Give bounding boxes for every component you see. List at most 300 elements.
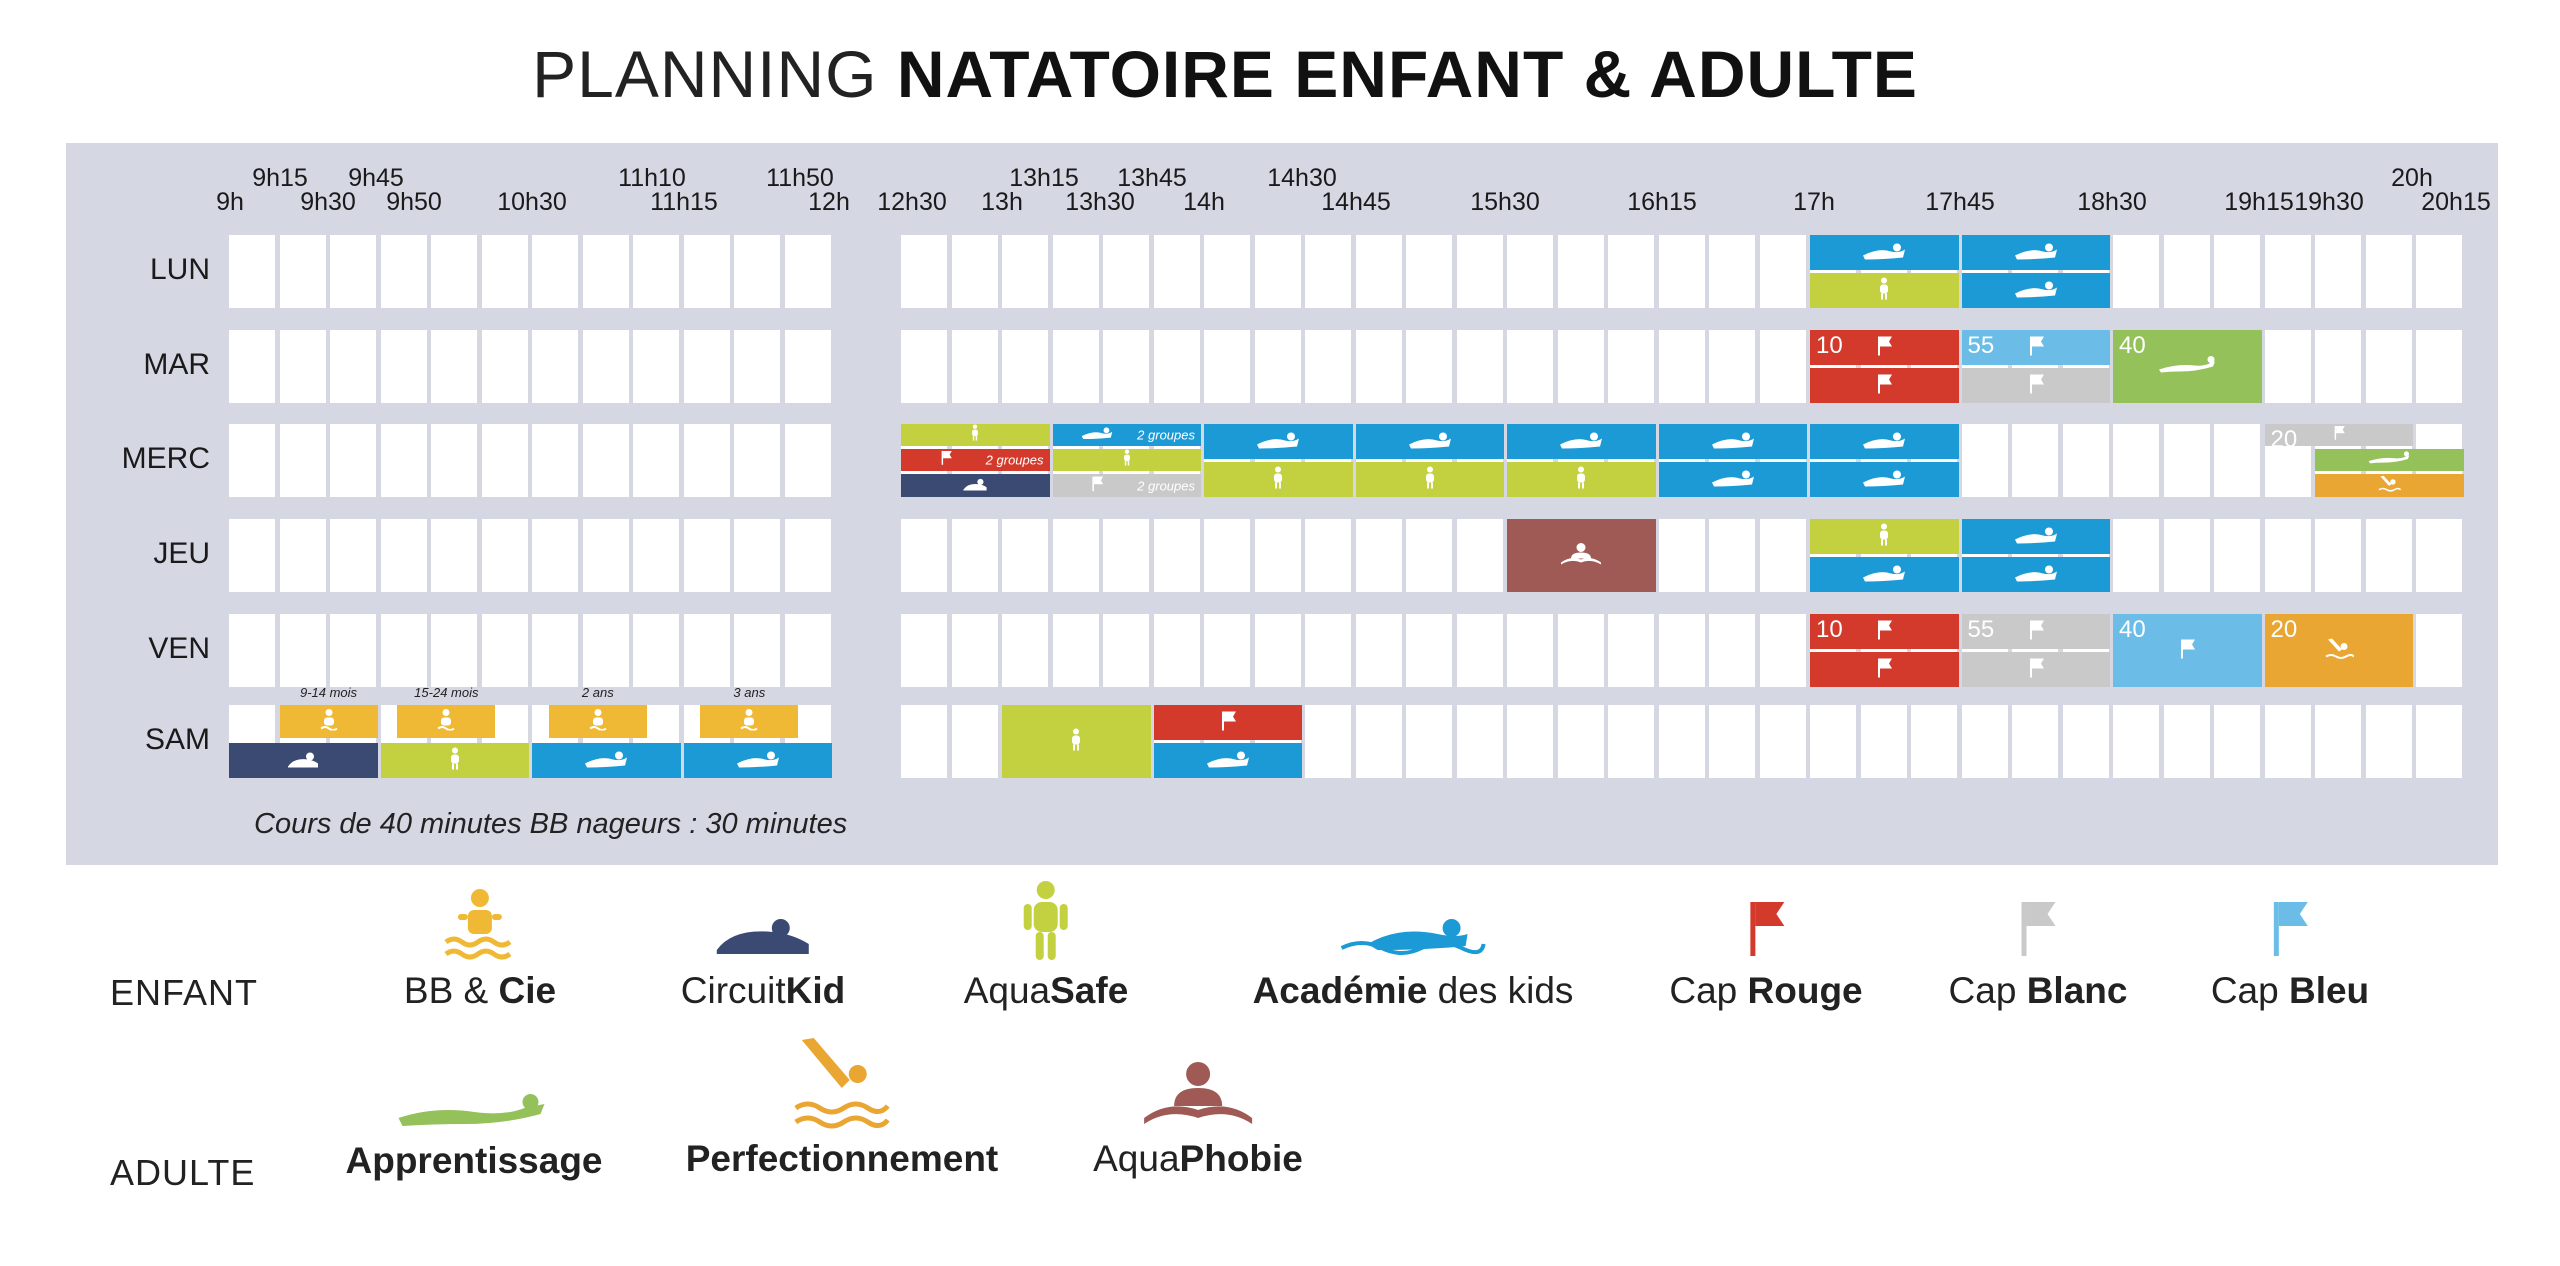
empty-slot [1255, 614, 1301, 687]
academie-icon [1407, 428, 1453, 455]
empty-slot [1608, 705, 1654, 778]
empty-slot [901, 235, 947, 308]
time-tick-label: 18h30 [2077, 188, 2147, 216]
empty-slot [583, 519, 629, 592]
course-slot-academie[interactable] [1962, 273, 2111, 308]
time-tick-label: 11h50 [766, 164, 834, 192]
bleu-label-bold: Bleu [2288, 970, 2370, 1011]
empty-slot [2164, 519, 2210, 592]
day-label-sam: SAM [144, 723, 210, 756]
legend-circuitkid [681, 888, 845, 1012]
empty-slot [734, 330, 780, 403]
course-slot-blanc[interactable] [1962, 614, 2111, 649]
title-bold: NATATOIRE ENFANT & ADULTE [896, 37, 1918, 111]
academie-label-bold: Académie [1252, 970, 1428, 1011]
time-tick-label: 11h15 [650, 188, 718, 216]
empty-slot [2366, 235, 2412, 308]
empty-slot [1861, 705, 1907, 778]
course-slot-bb[interactable] [280, 705, 378, 738]
empty-slot [1507, 705, 1553, 778]
aquasafe-icon [449, 747, 461, 774]
bb-label-light: BB & [403, 970, 499, 1011]
empty-slot [431, 330, 477, 403]
empty-slot [431, 519, 477, 592]
empty-slot [482, 330, 528, 403]
course-slot-blanc[interactable] [2265, 424, 2414, 446]
empty-slot [1406, 330, 1452, 403]
empty-slot [381, 330, 427, 403]
empty-slot [1255, 519, 1301, 592]
circuit-icon [958, 475, 992, 497]
course-slot-aquasafe[interactable] [1810, 519, 1959, 554]
course-slot-aquasafe[interactable] [1507, 462, 1656, 497]
empty-slot [532, 424, 578, 497]
empty-slot [633, 519, 679, 592]
empty-slot [1154, 330, 1200, 403]
blanc-icon [2329, 425, 2349, 446]
apprentissage-icon [2359, 450, 2419, 471]
course-slot-academie[interactable] [1810, 557, 1959, 592]
empty-slot [2012, 424, 2058, 497]
blanc-label-light: Cap [1948, 970, 2027, 1011]
day-label-lun: LUN [149, 253, 210, 286]
title-light: PLANNING [532, 37, 897, 111]
empty-slot [1760, 330, 1806, 403]
aquasafe-icon [969, 425, 981, 446]
empty-slot [1760, 705, 1806, 778]
bb-cie-icon [440, 888, 520, 964]
course-slot-academie[interactable] [1053, 424, 1202, 446]
slot-number: 20 [2270, 426, 2298, 446]
course-slot-bb[interactable] [397, 705, 495, 738]
empty-slot [734, 519, 780, 592]
empty-slot [2063, 424, 2109, 497]
empty-slot [1457, 235, 1503, 308]
course-slot-rouge[interactable] [901, 449, 1050, 471]
time-tick-label: 9h30 [300, 188, 356, 216]
empty-slot [785, 519, 831, 592]
course-slot-rouge[interactable] [1810, 368, 1959, 403]
circuit-icon [286, 747, 320, 774]
empty-slot [1305, 235, 1351, 308]
empty-slot [1659, 614, 1705, 687]
slot-number: 55 [1967, 616, 1995, 643]
empty-slot [734, 424, 780, 497]
course-slot-rouge[interactable] [1810, 652, 1959, 687]
empty-slot [280, 519, 326, 592]
bleu-icon [2026, 334, 2046, 361]
course-slot-aquasafe[interactable] [381, 743, 530, 778]
empty-slot [1154, 614, 1200, 687]
aquasafe-icon [1878, 523, 1890, 550]
course-slot-apprentissage[interactable] [2113, 330, 2262, 403]
empty-slot [583, 235, 629, 308]
perfectionnement-icon [792, 1036, 892, 1132]
academie-icon [1255, 428, 1301, 455]
apprentissage-icon [2157, 353, 2217, 380]
empty-slot [532, 330, 578, 403]
empty-slot [1507, 614, 1553, 687]
circuit-label-light: Circuit [680, 970, 786, 1011]
time-tick-label: 9h45 [348, 164, 404, 192]
course-slot-academie[interactable] [1962, 235, 2111, 270]
rouge-icon [1874, 334, 1894, 361]
course-slot-apprentissage[interactable] [2315, 449, 2464, 471]
empty-slot [1507, 235, 1553, 308]
course-slot-academie[interactable] [1154, 743, 1303, 778]
empty-slot [1406, 705, 1452, 778]
empty-slot [1760, 614, 1806, 687]
cap-rouge-flag-icon [1736, 888, 1796, 964]
empty-slot [1457, 330, 1503, 403]
day-label-jeu: JEU [153, 537, 210, 570]
academie-icon [1338, 888, 1488, 964]
time-tick-label: 13h15 [1009, 164, 1079, 192]
empty-slot [2164, 424, 2210, 497]
empty-slot [1255, 235, 1301, 308]
empty-slot [1154, 235, 1200, 308]
legend-cap-blanc [1949, 888, 2128, 1012]
academie-icon [735, 747, 781, 774]
empty-slot [482, 614, 528, 687]
empty-slot [532, 235, 578, 308]
legend-adulte-header: ADULTE [110, 1152, 256, 1193]
empty-slot [229, 424, 275, 497]
time-tick-label: 14h [1183, 188, 1225, 216]
empty-slot [2366, 330, 2412, 403]
empty-slot [381, 519, 427, 592]
groups-label: 2 groupes [1137, 427, 1195, 443]
empty-slot [1053, 519, 1099, 592]
academie-icon [2013, 523, 2059, 550]
course-slot-perfectionnement[interactable] [2265, 614, 2414, 687]
empty-slot [1053, 614, 1099, 687]
empty-slot [2416, 519, 2462, 592]
empty-slot [734, 235, 780, 308]
academie-icon [1074, 425, 1120, 446]
blanc-label-bold: Blanc [2026, 970, 2128, 1011]
academie-icon [1861, 466, 1907, 493]
empty-slot [1053, 330, 1099, 403]
time-tick-label: 14h30 [1267, 164, 1337, 192]
empty-slot [280, 424, 326, 497]
academie-icon [1861, 561, 1907, 588]
empty-slot [2063, 705, 2109, 778]
course-slot-academie[interactable] [1356, 424, 1505, 459]
empty-slot [2416, 614, 2462, 687]
empty-slot [1608, 330, 1654, 403]
empty-slot [1002, 519, 1048, 592]
course-slot-academie[interactable] [1810, 462, 1959, 497]
perfectionnement-icon [2374, 475, 2404, 497]
empty-slot [583, 330, 629, 403]
groups-label: 2 groupes [1137, 478, 1195, 493]
time-tick-label: 10h30 [497, 188, 567, 216]
empty-slot [1558, 614, 1604, 687]
empty-slot [330, 330, 376, 403]
time-tick-label: 15h30 [1470, 188, 1540, 216]
empty-slot [2315, 705, 2361, 778]
empty-slot [532, 519, 578, 592]
empty-slot [2113, 705, 2159, 778]
empty-slot [1053, 235, 1099, 308]
legend-cap-rouge [1669, 888, 1862, 1012]
day-label-ven: VEN [148, 632, 210, 665]
academie-icon [2013, 561, 2059, 588]
slot-number: 10 [1816, 616, 1843, 643]
legend-perfectionnement [686, 1036, 999, 1180]
time-tick-label: 13h30 [1065, 188, 1135, 216]
empty-slot [1406, 614, 1452, 687]
empty-slot [2265, 519, 2311, 592]
empty-slot [1305, 614, 1351, 687]
empty-slot [901, 705, 947, 778]
course-slot-aquasafe[interactable] [901, 424, 1050, 446]
course-slot-rouge[interactable] [1154, 705, 1303, 740]
time-tick-label: 16h15 [1627, 188, 1697, 216]
empty-slot [1204, 235, 1250, 308]
empty-slot [1002, 235, 1048, 308]
empty-slot [1659, 330, 1705, 403]
empty-slot [684, 235, 730, 308]
empty-slot [1103, 519, 1149, 592]
apprentissage-icon [394, 1084, 554, 1134]
rouge-label-bold: Rouge [1747, 970, 1863, 1011]
course-slot-academie[interactable] [1962, 557, 2111, 592]
course-slot-perfectionnement[interactable] [2315, 474, 2464, 497]
bb-icon [320, 708, 338, 735]
time-tick-label: 9h15 [252, 164, 308, 192]
bleu-icon [2177, 637, 2197, 664]
cap-blanc-flag-icon [2008, 888, 2068, 964]
slot-number: 20 [2270, 616, 2298, 643]
time-tick-label: 17h [1793, 188, 1835, 216]
time-tick-label: 20h [2391, 164, 2433, 192]
aquasafe-icon [1878, 277, 1890, 304]
empty-slot [1255, 330, 1301, 403]
time-tick-label: 19h15 [2224, 188, 2294, 216]
aquasafe-icon [1070, 728, 1082, 755]
empty-slot [229, 519, 275, 592]
empty-slot [2214, 705, 2260, 778]
course-slot-academie[interactable] [1204, 424, 1353, 459]
course-slot-bb[interactable] [700, 705, 798, 738]
empty-slot [2315, 235, 2361, 308]
aquasafe-label-light: Aqua [963, 970, 1051, 1011]
empty-slot [583, 424, 629, 497]
empty-slot [1760, 519, 1806, 592]
empty-slot [684, 424, 730, 497]
course-slot-academie[interactable] [1810, 424, 1959, 459]
empty-slot [1709, 705, 1755, 778]
empty-slot [2265, 705, 2311, 778]
slot-number: 40 [2119, 616, 2146, 643]
empty-slot [2315, 330, 2361, 403]
age-label: 15-24 mois [414, 685, 479, 700]
blanc-icon [2026, 656, 2046, 683]
empty-slot [2265, 235, 2311, 308]
empty-slot [1154, 519, 1200, 592]
empty-slot [785, 424, 831, 497]
course-slot-blanc[interactable] [1053, 474, 1202, 497]
empty-slot [583, 614, 629, 687]
empty-slot [1709, 614, 1755, 687]
perfectionnement-icon [2324, 637, 2354, 664]
empty-slot [330, 519, 376, 592]
course-slot-academie[interactable] [1507, 424, 1656, 459]
empty-slot [381, 235, 427, 308]
empty-slot [330, 614, 376, 687]
empty-slot [785, 614, 831, 687]
age-label: 9-14 mois [299, 685, 358, 700]
empty-slot [2214, 235, 2260, 308]
course-slot-academie[interactable] [684, 743, 833, 778]
course-slot-aquasafe[interactable] [1204, 462, 1353, 497]
empty-slot [901, 330, 947, 403]
academie-icon [2013, 239, 2059, 266]
empty-slot [2164, 705, 2210, 778]
rouge-icon [1874, 618, 1894, 645]
bb-icon [437, 708, 455, 735]
aquasafe-icon [1575, 466, 1587, 493]
empty-slot [1962, 424, 2008, 497]
empty-slot [684, 519, 730, 592]
aquasafe-label-bold: Safe [1050, 970, 1129, 1011]
aquasafe-icon [1121, 450, 1133, 471]
academie-icon [1861, 239, 1907, 266]
empty-slot [1103, 614, 1149, 687]
empty-slot [952, 705, 998, 778]
empty-slot [1810, 705, 1856, 778]
groups-label: 2 groupes [985, 452, 1044, 468]
empty-slot [1608, 614, 1654, 687]
duration-note: Cours de 40 minutes BB nageurs : 30 minutes [254, 808, 848, 840]
course-slot-aquasafe[interactable] [1356, 462, 1505, 497]
empty-slot [381, 614, 427, 687]
aquaphobie-icon [1138, 1060, 1258, 1132]
empty-slot [2315, 519, 2361, 592]
course-slot-academie[interactable] [1962, 519, 2111, 554]
course-slot-bleu[interactable] [2113, 614, 2262, 687]
empty-slot [952, 330, 998, 403]
empty-slot [1659, 235, 1705, 308]
empty-slot [2113, 235, 2159, 308]
empty-slot [2214, 424, 2260, 497]
empty-slot [1204, 614, 1250, 687]
legend-academie [1253, 888, 1574, 1012]
empty-slot [901, 519, 947, 592]
course-slot-circuit[interactable] [901, 474, 1050, 497]
apprentissage-label-bold: Apprentissage [345, 1140, 603, 1181]
course-slot-blanc[interactable] [1962, 652, 2111, 687]
course-slot-circuit[interactable] [229, 743, 378, 778]
empty-slot [684, 330, 730, 403]
legend-aquasafe [964, 880, 1129, 1012]
empty-slot [1305, 705, 1351, 778]
empty-slot [1608, 235, 1654, 308]
empty-slot [1659, 705, 1705, 778]
academie-icon [2013, 277, 2059, 304]
bb-label-bold: Cie [498, 970, 557, 1011]
empty-slot [330, 424, 376, 497]
empty-slot [1558, 330, 1604, 403]
empty-slot [431, 614, 477, 687]
legend-aquaphobie [1093, 1060, 1303, 1180]
time-tick-label: 20h15 [2421, 188, 2491, 216]
empty-slot [2416, 235, 2462, 308]
course-slot-academie[interactable] [1810, 235, 1959, 270]
aquasafe-icon [1016, 880, 1076, 964]
course-slot-bb[interactable] [549, 705, 647, 738]
empty-slot [1356, 330, 1402, 403]
empty-slot [633, 235, 679, 308]
course-slot-academie[interactable] [532, 743, 681, 778]
empty-slot [633, 424, 679, 497]
time-tick-label: 19h30 [2294, 188, 2364, 216]
empty-slot [280, 330, 326, 403]
empty-slot [1103, 235, 1149, 308]
empty-slot [1507, 330, 1553, 403]
empty-slot [952, 519, 998, 592]
course-slot-aquasafe[interactable] [1053, 449, 1202, 471]
bleu-label-light: Cap [2210, 970, 2289, 1011]
time-tick-label: 9h [216, 188, 244, 216]
empty-slot [1457, 614, 1503, 687]
empty-slot [431, 235, 477, 308]
empty-slot [1457, 519, 1503, 592]
empty-slot [330, 235, 376, 308]
time-tick-label: 14h45 [1321, 188, 1391, 216]
legend-apprentissage [345, 1084, 602, 1182]
course-slot-aquasafe[interactable] [1810, 273, 1959, 308]
academie-icon [1710, 466, 1756, 493]
course-slot-rouge[interactable] [1810, 614, 1959, 649]
course-slot-academie[interactable] [1659, 462, 1808, 497]
empty-slot [482, 424, 528, 497]
course-slot-academie[interactable] [1659, 424, 1808, 459]
empty-slot [280, 614, 326, 687]
empty-slot [1406, 519, 1452, 592]
empty-slot [482, 235, 528, 308]
empty-slot [2366, 519, 2412, 592]
page-title [0, 36, 2450, 112]
course-slot-aquaphobie[interactable] [1507, 519, 1656, 592]
empty-slot [2113, 424, 2159, 497]
course-slot-rouge[interactable] [1810, 330, 1959, 365]
empty-slot [1709, 330, 1755, 403]
course-slot-bleu[interactable] [1962, 330, 2111, 365]
academie-icon [1205, 747, 1251, 774]
empty-slot [1356, 519, 1402, 592]
empty-slot [952, 235, 998, 308]
age-label: 3 ans [733, 685, 766, 700]
empty-slot [1659, 519, 1705, 592]
empty-slot [2366, 705, 2412, 778]
course-slot-aquasafe[interactable] [1002, 705, 1151, 778]
empty-slot [1911, 705, 1957, 778]
legend-enfant-header: ENFANT [110, 972, 259, 1013]
aquaphobie-label-bold: Phobie [1179, 1138, 1303, 1179]
legend-bb-cie [404, 888, 556, 1012]
empty-slot [1558, 705, 1604, 778]
bb-icon [589, 708, 607, 735]
aquaphobie-icon [1559, 542, 1603, 569]
time-tick-label: 11h10 [618, 164, 686, 192]
time-tick-label: 13h45 [1117, 164, 1187, 192]
empty-slot [1709, 235, 1755, 308]
empty-slot [1356, 235, 1402, 308]
course-slot-blanc[interactable] [1962, 368, 2111, 403]
